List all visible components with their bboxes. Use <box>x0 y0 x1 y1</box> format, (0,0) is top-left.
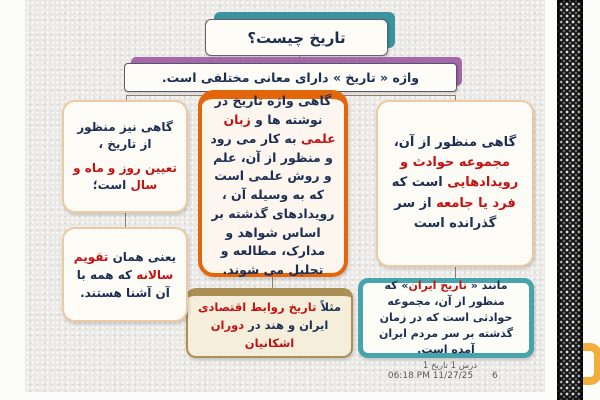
meaning-date-text-line1: گاهی نیز منظور از تاریخ ، <box>77 119 173 152</box>
example-iran-history-text: مانند « تاریخ ایران» که منظور از آن، مجموعه حوادثی است که در زمان گذشته بر سر مردم ایران آمده است. <box>379 279 513 356</box>
meaning-science-box <box>198 90 348 277</box>
meaning-events-box <box>376 100 534 267</box>
meaning-science-text: گاهی واژه تاریخ در نوشته ها و زبان علمی به کار می رود و منظور از آن، علم و روش علمی است که به وسیله آن ، رویدادهای گذشته بر اساس شواهد و مدارک، مطالعه و تحلیل می شوند. <box>210 93 336 277</box>
dotted-strip-decoration <box>557 0 583 400</box>
meaning-date-box <box>62 100 188 213</box>
example-iran-history-box <box>358 278 534 358</box>
example-economic-relations-box <box>186 288 353 358</box>
slide-subtitle <box>124 63 457 92</box>
example-economic-relations-text: مثلاً تاریخ روابط اقتصادی ایران و هند در دوران اشکانیان <box>197 300 342 350</box>
footer-lesson-label: درس 1 تاریخ 1 <box>422 361 478 371</box>
slide-title-text: تاریخ چیست؟ <box>247 28 346 47</box>
meaning-events-text: گاهی منظور از آن، مجموعه حوادث و رویدادهایی است که فرد یا جامعه از سر گذرانده است <box>391 135 519 231</box>
footer-datetime: 06:18 PM 11/27/25 <box>387 371 474 381</box>
slide-title <box>205 19 388 56</box>
connector-right-column <box>455 267 456 278</box>
footer-page-number: 6 <box>492 371 498 381</box>
meaning-date-text-line2: تعیین روز و ماه و سال است؛ <box>73 160 177 192</box>
calendar-note-box <box>62 227 188 322</box>
connector-left-column <box>125 213 126 227</box>
slide-subtitle-text: واژه « تاریخ » دارای معانی مختلفی است. <box>161 70 420 85</box>
calendar-note-text: یعنی همان تقویم سالانه که همه با آن آشنا هستند. <box>73 249 177 300</box>
